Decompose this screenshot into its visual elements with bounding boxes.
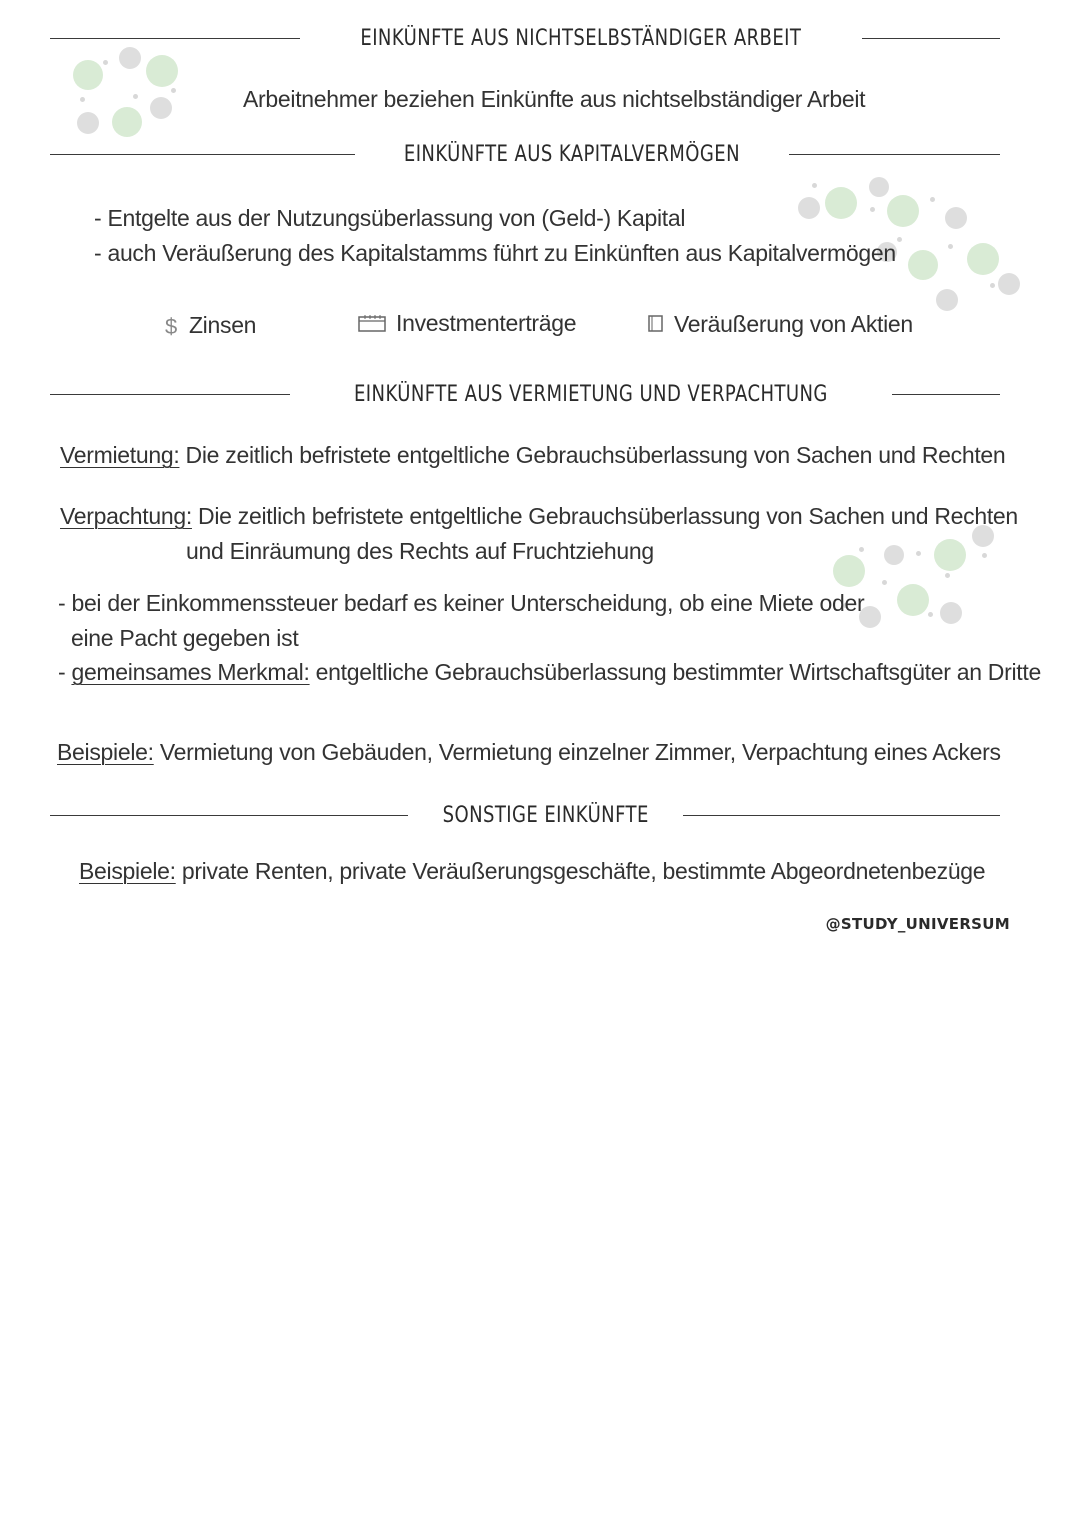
beispiele-text: Vermietung von Gebäuden, Vermietung einzelner Zimmer, Verpachtung eines Ackers <box>153 739 1001 765</box>
item-investmentertraege <box>358 310 576 338</box>
dollar-icon: $ <box>165 313 177 339</box>
vermietung-def: Die zeitlich befristete entgeltliche Gebrauchsüberlassung von Sachen und Rechten <box>185 442 1006 468</box>
beispiele-term: Beispiele: <box>57 739 154 765</box>
arbeit-text: Arbeitnehmer beziehen Einkünfte aus nichtselbständiger Arbeit <box>243 86 866 112</box>
vermietung-definition <box>60 442 1005 469</box>
bullet-dash: - <box>58 659 72 685</box>
kapital-bullet-2: - auch Veräußerung des Kapitalstamms führt zu Einkünften aus Kapitalvermögen <box>94 240 896 266</box>
divider-line <box>50 38 300 39</box>
section-heading-sonstige <box>50 803 1000 828</box>
note-2-text: entgeltliche Gebrauchsüberlassung bestimmter Wirtschaftsgüter an Dritte <box>309 659 1041 685</box>
divider-line <box>50 154 355 155</box>
item-label: Zinsen <box>188 312 257 338</box>
divider-line <box>683 815 1000 816</box>
verpachtung-def-2: und Einräumung des Rechts auf Fruchtziehung <box>186 538 654 564</box>
vermietung-beispiele <box>57 739 1001 766</box>
beispiele-term: Beispiele: <box>79 858 176 884</box>
item-label: Veräußerung von Aktien <box>674 311 913 337</box>
vermietung-term: Vermietung: <box>60 442 180 468</box>
verpachtung-term: Verpachtung: <box>60 503 192 529</box>
section-heading-kapital <box>50 142 1000 167</box>
verpachtung-definition <box>60 503 1018 530</box>
divider-line <box>50 394 290 395</box>
note-1b: eine Pacht gegeben ist <box>71 625 299 651</box>
document-icon <box>648 312 664 339</box>
note-2-term: gemeinsames Merkmal: <box>71 659 310 685</box>
note-2 <box>58 659 1041 686</box>
section-title: SONSTIGE EINKÜNFTE <box>442 803 649 828</box>
section-heading-arbeit <box>50 26 1000 51</box>
item-veraeusserung-aktien <box>648 311 913 339</box>
divider-line <box>50 815 408 816</box>
calendar-icon <box>358 311 386 338</box>
sonstige-beispiele <box>79 858 985 885</box>
divider-line <box>862 38 1000 39</box>
item-zinsen <box>165 312 256 340</box>
divider-line <box>789 154 1000 155</box>
beispiele-text: private Renten, private Veräußerungsgeschäfte, bestimmte Abgeordnetenbezüge <box>175 858 986 884</box>
section-heading-vermietung <box>50 382 1000 407</box>
section-title: EINKÜNFTE AUS VERMIETUNG UND VERPACHTUNG <box>354 382 828 407</box>
section-title: EINKÜNFTE AUS KAPITALVERMÖGEN <box>403 142 740 167</box>
credit-handle: @STUDY_UNIVERSUM <box>825 915 1010 933</box>
divider-line <box>892 394 1000 395</box>
verpachtung-def-1: Die zeitlich befristete entgeltliche Gebrauchsüberlassung von Sachen und Rechten <box>198 503 1018 529</box>
section-title: EINKÜNFTE AUS NICHTSELBSTÄNDIGER ARBEIT <box>360 26 802 51</box>
item-label: Investmenterträge <box>396 310 577 336</box>
kapital-bullet-1: - Entgelte aus der Nutzungsüberlassung von (Geld-) Kapital <box>94 205 686 231</box>
note-1a: - bei der Einkommenssteuer bedarf es keiner Unterscheidung, ob eine Miete oder <box>58 590 865 616</box>
